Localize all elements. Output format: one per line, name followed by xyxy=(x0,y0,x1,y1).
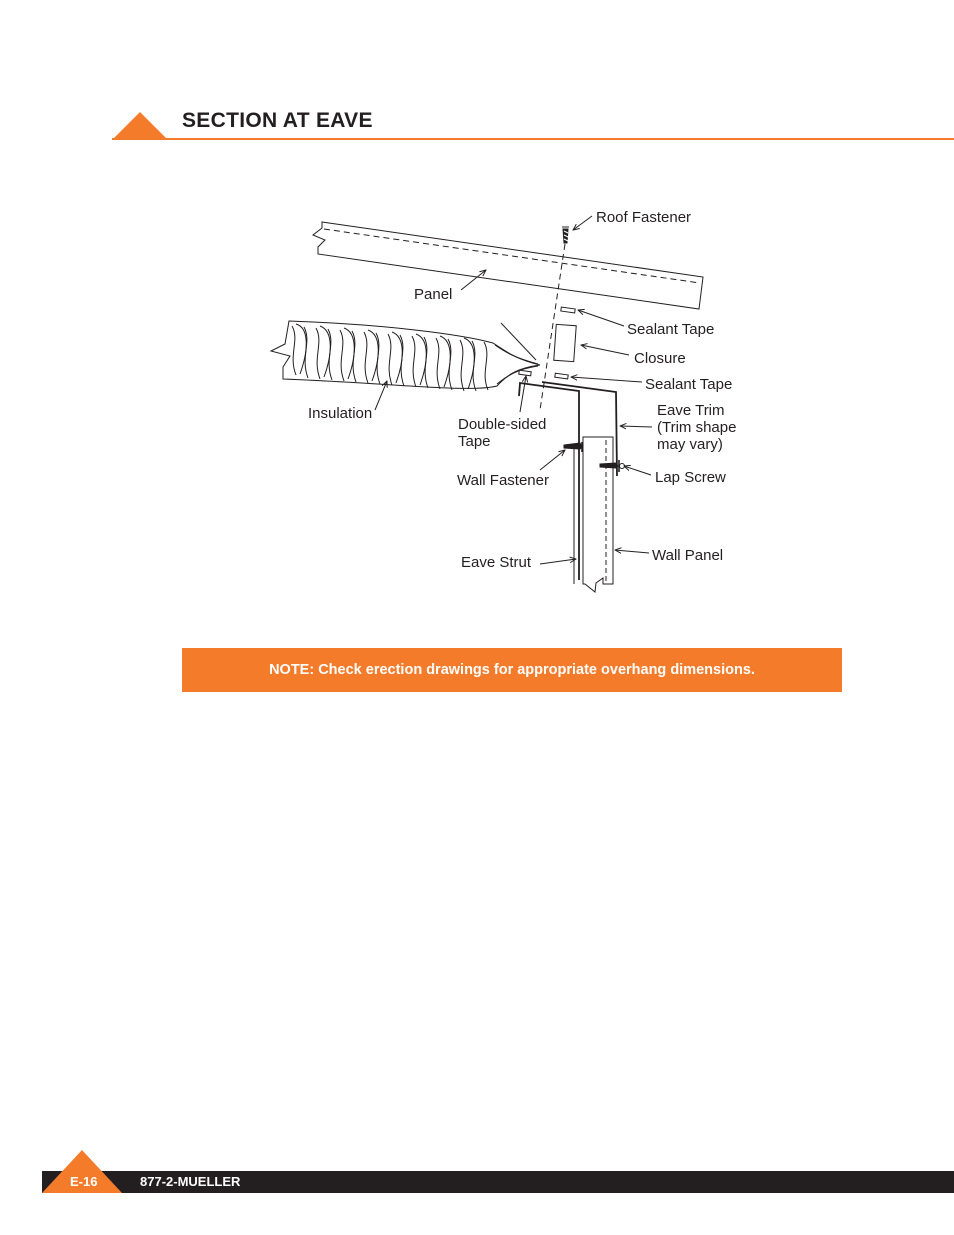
label-insulation: Insulation xyxy=(308,405,373,422)
label-closure: Closure xyxy=(634,350,686,367)
label-lap-screw: Lap Screw xyxy=(655,469,726,486)
label-sealant-tape-upper: Sealant Tape xyxy=(627,321,715,338)
label-sealant-tape-lower: Sealant Tape xyxy=(645,376,733,393)
note-text: NOTE: Check erection drawings for appropriate overhang dimensions. xyxy=(269,662,755,678)
label-double-sided-line1: Double-sided xyxy=(458,416,547,433)
label-panel: Panel xyxy=(414,286,453,303)
label-eave-trim-line1: Eave Trim xyxy=(657,402,725,419)
note-banner xyxy=(182,648,842,692)
footer-phone: 877-2-MUELLER xyxy=(140,1174,241,1189)
label-roof-fastener: Roof Fastener xyxy=(596,209,692,226)
roof-panel xyxy=(313,222,703,309)
label-eave-trim-line3: may vary) xyxy=(657,436,723,453)
label-double-sided-line2: Tape xyxy=(458,433,491,450)
label-wall-panel: Wall Panel xyxy=(652,547,724,564)
page-number: E-16 xyxy=(70,1174,98,1189)
label-eave-strut: Eave Strut xyxy=(461,554,532,571)
label-wall-fastener: Wall Fastener xyxy=(457,472,549,489)
page-title: SECTION AT EAVE xyxy=(182,109,373,132)
label-eave-trim-line2: (Trim shape xyxy=(657,419,737,436)
insulation-blanket xyxy=(271,321,540,391)
